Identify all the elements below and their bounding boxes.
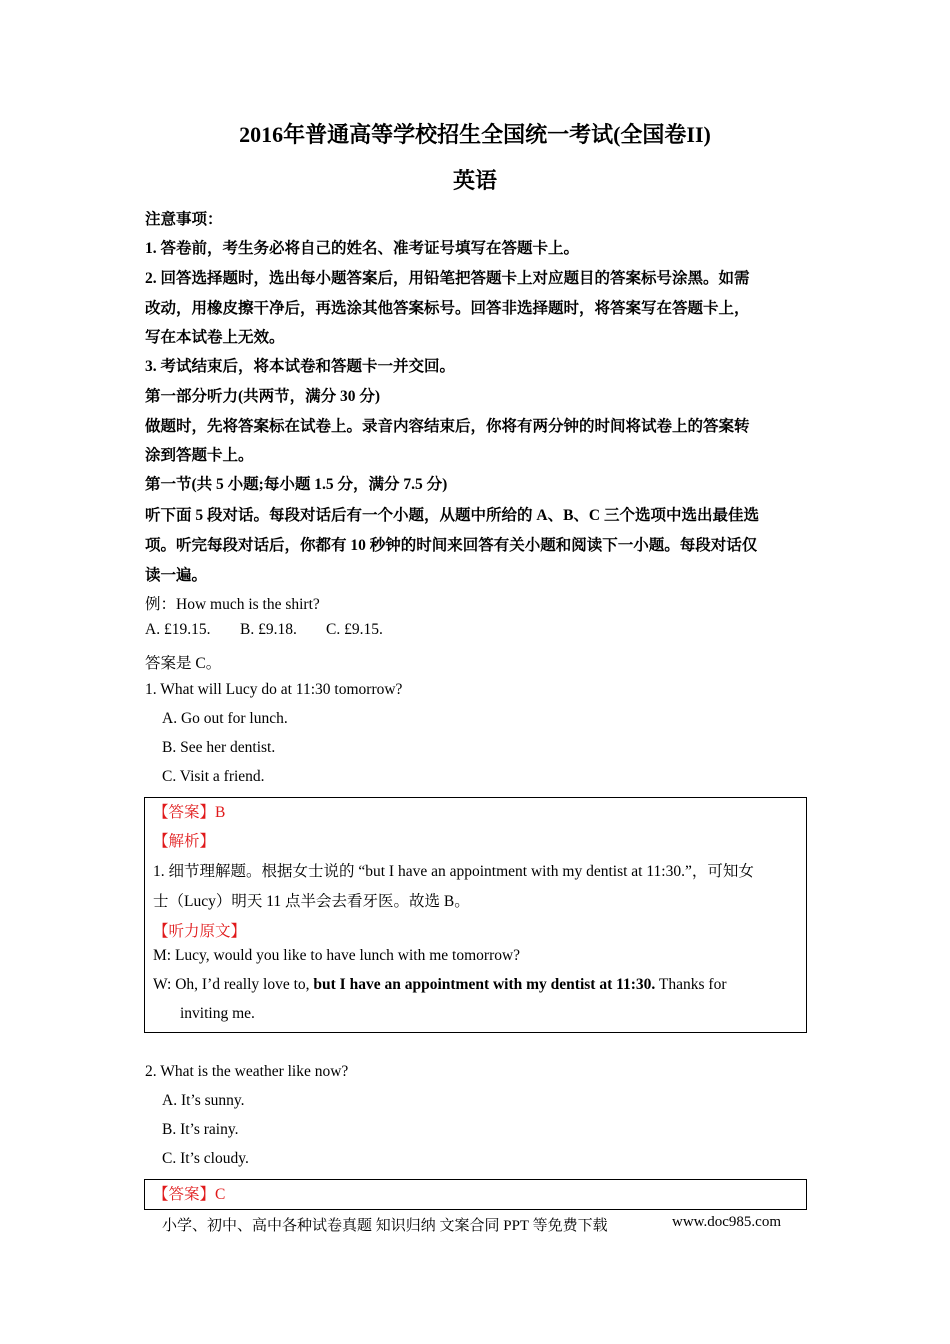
section1-line-1: 听下面 5 段对话。每段对话后有一个小题，从题中所给的 A、B、C 三个选项中选出最佳选 [145, 507, 759, 524]
part1-instruction-line-1: 做题时，先将答案标在试卷上。录音内容结束后，你将有两分钟的时间将试卷上的答案转 [145, 418, 750, 435]
q1-answer-line [153, 800, 225, 822]
notice-item-2-line-1: 2. 回答选择题时，选出每小题答案后，用铅笔把答题卡上对应题目的答案标号涂黑。如需 [145, 270, 750, 287]
footer-text: 小学、初中、高中各种试卷真题 知识归纳 文案合同 PPT 等免费下载 [162, 1218, 608, 1234]
section1-line-2: 项。听完每段对话后，你都有 10 秒钟的时间来回答有关小题和阅读下一小题。每段对话仅 [145, 537, 758, 554]
q1-transcript-woman [153, 976, 727, 994]
q1-option-c: C. Visit a friend. [162, 768, 265, 785]
example-option-a: A. £19.15. [145, 621, 211, 638]
notice-item-3: 3. 考试结束后，将本试卷和答题卡一并交回。 [145, 358, 456, 375]
q1-option-a: A. Go out for lunch. [162, 710, 288, 727]
part1-instruction-line-2: 涂到答题卡上。 [145, 447, 254, 464]
example-answer: 答案是 C。 [145, 655, 222, 672]
q1-transcript-woman-line-2: inviting me. [180, 1005, 255, 1022]
example-option-b: B. £9.18. [240, 621, 297, 638]
subject-title: 英语 [452, 168, 497, 193]
q1-transcript-label: 【听力原文】 [153, 923, 247, 940]
q2-question: 2. What is the weather like now? [145, 1063, 349, 1080]
q2-answer-box [144, 1179, 807, 1210]
q2-answer-value: C [215, 1186, 226, 1203]
example-option-c: C. £9.15. [326, 621, 383, 638]
q1-woman-key-sentence: but I have an appointment with my dentist at 11:30. [313, 976, 656, 993]
section1-title: 第一节(共 5 小题;每小题 1.5 分，满分 7.5 分) [145, 476, 448, 493]
q1-woman-prefix: W: Oh, I’d really love to, [153, 976, 314, 993]
q1-analysis-line-1: 1. 细节理解题。根据女士说的 “but I have an appointment with my dentist at 11:30.”，可知女 [153, 863, 754, 880]
notice-item-2-line-2: 改动，用橡皮擦干净后，再选涂其他答案标号。回答非选择题时，将答案写在答题卡上， [145, 300, 750, 317]
q2-answer-line [153, 1182, 225, 1204]
q1-answer-label: 【答案】 [153, 804, 216, 821]
notice-item-2-line-3: 写在本试卷上无效。 [145, 329, 285, 346]
q1-transcript-man: M: Lucy, would you like to have lunch with me tomorrow? [153, 947, 521, 964]
footer-url[interactable]: www.doc985.com [672, 1214, 782, 1230]
example-question: 例：How much is the shirt? [145, 596, 320, 613]
q1-analysis-line-2: 士（Lucy）明天 11 点半会去看牙医。故选 B。 [153, 893, 470, 910]
section1-line-3: 读一遍。 [145, 567, 208, 584]
q1-answer-value: B [215, 804, 226, 821]
notice-item-1: 1. 答卷前，考生务必将自己的姓名、准考证号填写在答题卡上。 [145, 240, 580, 257]
page-title: 2016年普通高等学校招生全国统一考试(全国卷II) [239, 122, 711, 147]
q1-option-b: B. See her dentist. [162, 739, 276, 756]
q2-option-a: A. It’s sunny. [162, 1092, 245, 1109]
q1-woman-suffix: Thanks for [655, 976, 727, 993]
q1-question: 1. What will Lucy do at 11:30 tomorrow? [145, 681, 403, 698]
part1-title: 第一部分听力(共两节，满分 30 分) [145, 388, 381, 405]
q1-answer-box [144, 797, 807, 1033]
q2-option-c: C. It’s cloudy. [162, 1150, 249, 1167]
q2-option-b: B. It’s rainy. [162, 1121, 239, 1138]
q2-answer-label: 【答案】 [153, 1186, 216, 1203]
notice-heading: 注意事项： [145, 211, 223, 228]
q1-analysis-label: 【解析】 [153, 833, 216, 850]
